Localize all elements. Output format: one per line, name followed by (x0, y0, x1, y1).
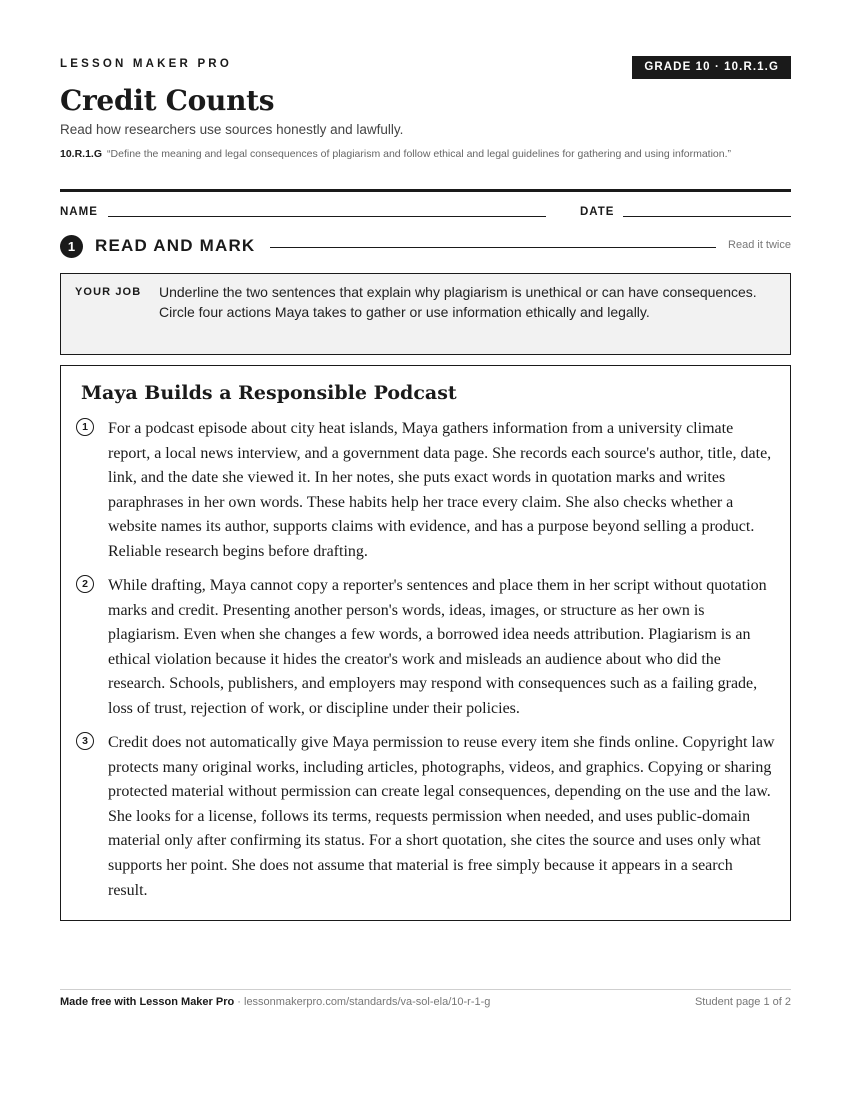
instructions-label: YOUR JOB (75, 286, 142, 298)
section-note: Read it twice (728, 239, 791, 251)
section-title: READ AND MARK (95, 236, 256, 255)
brand-name: LESSON MAKER PRO (60, 58, 232, 70)
paragraph-text[interactable]: For a podcast episode about city heat islands, Maya gathers information from a university climate report, a local news interview, and a government data page. She records each source's author, title, date, link, and the date she viewed it. In her notes, she puts exact words in quotation marks and writes paraphrases in her own words. These habits help her trace every claim. She also checks whether a website names its author, supports claims with evidence, and has a purpose beyond selling a product. Reliable research begins before drafting. (108, 420, 772, 560)
name-date-row (60, 204, 791, 222)
standard-statement (60, 147, 791, 161)
header-divider (60, 189, 791, 192)
footer-made-with: Made free with Lesson Maker Pro (60, 996, 235, 1008)
footer-credit (60, 996, 490, 1008)
grade-badge: GRADE 10 · 10.R.1.G (632, 56, 791, 79)
page-subtitle: Read how researchers use sources honestly and lawfully. (60, 122, 404, 137)
section-number-badge: 1 (60, 235, 83, 258)
worksheet-page (60, 0, 791, 1100)
section-header (60, 235, 791, 259)
paragraph-number: 1 (76, 418, 94, 436)
section-divider (270, 247, 716, 248)
standard-code: 10.R.1.G (60, 148, 103, 160)
footer-separator: · (234, 996, 244, 1008)
paragraph-text[interactable]: Credit does not automatically give Maya permission to reuse every item she finds online. Copyright law protects many original works, including articles, photographs, videos, and graphics. Copying or sharing protected material without permission can create legal consequences, depending on the use and the law. She looks for a license, follows its terms, requests permission when needed, and uses public-domain material only after confirming its status. For a short quotation, she cites the source and uses only what supports her point. She does not assume that material is free simply because it appears in a search result. (108, 734, 775, 899)
instructions-box (60, 273, 791, 355)
standard-text: “Define the meaning and legal consequences of plagiarism and follow ethical and legal guidelines for gathering and using information.” (107, 148, 732, 160)
page-indicator: Student page 1 of 2 (694, 996, 791, 1008)
instructions-text: Underline the two sentences that explain why plagiarism is unethical or can have consequences. Circle four actions Maya takes to gather or use information ethically and legally. (159, 284, 757, 320)
name-label: NAME (60, 206, 98, 218)
footer-divider (60, 989, 791, 990)
paragraph-number: 3 (76, 732, 94, 750)
name-field[interactable] (108, 216, 546, 217)
top-bar (60, 56, 791, 80)
paragraph-text[interactable]: While drafting, Maya cannot copy a reporter's sentences and place them in her script without quotation marks and credit. Presenting another person's words, ideas, images, or structure as her own is plagiarism. Even when she changes a few words, a borrowed idea needs attribution. Plagiarism is an ethical violation because it hides the creator's work and misleads an audience about who did the research. Schools, publishers, and employers may respond with consequences such as a failing grade, loss of trust, rejection of work, or discipline under their policies. (108, 577, 767, 717)
reading-passage (60, 365, 791, 921)
passage-title: Maya Builds a Responsible Podcast (81, 382, 457, 404)
page-title: Credit Counts (60, 84, 275, 117)
footer-url[interactable]: lessonmakerpro.com/standards/va-sol-ela/10-r-1-g (244, 996, 491, 1008)
date-label: DATE (580, 206, 615, 218)
paragraph-number: 2 (76, 575, 94, 593)
date-field[interactable] (623, 216, 791, 217)
